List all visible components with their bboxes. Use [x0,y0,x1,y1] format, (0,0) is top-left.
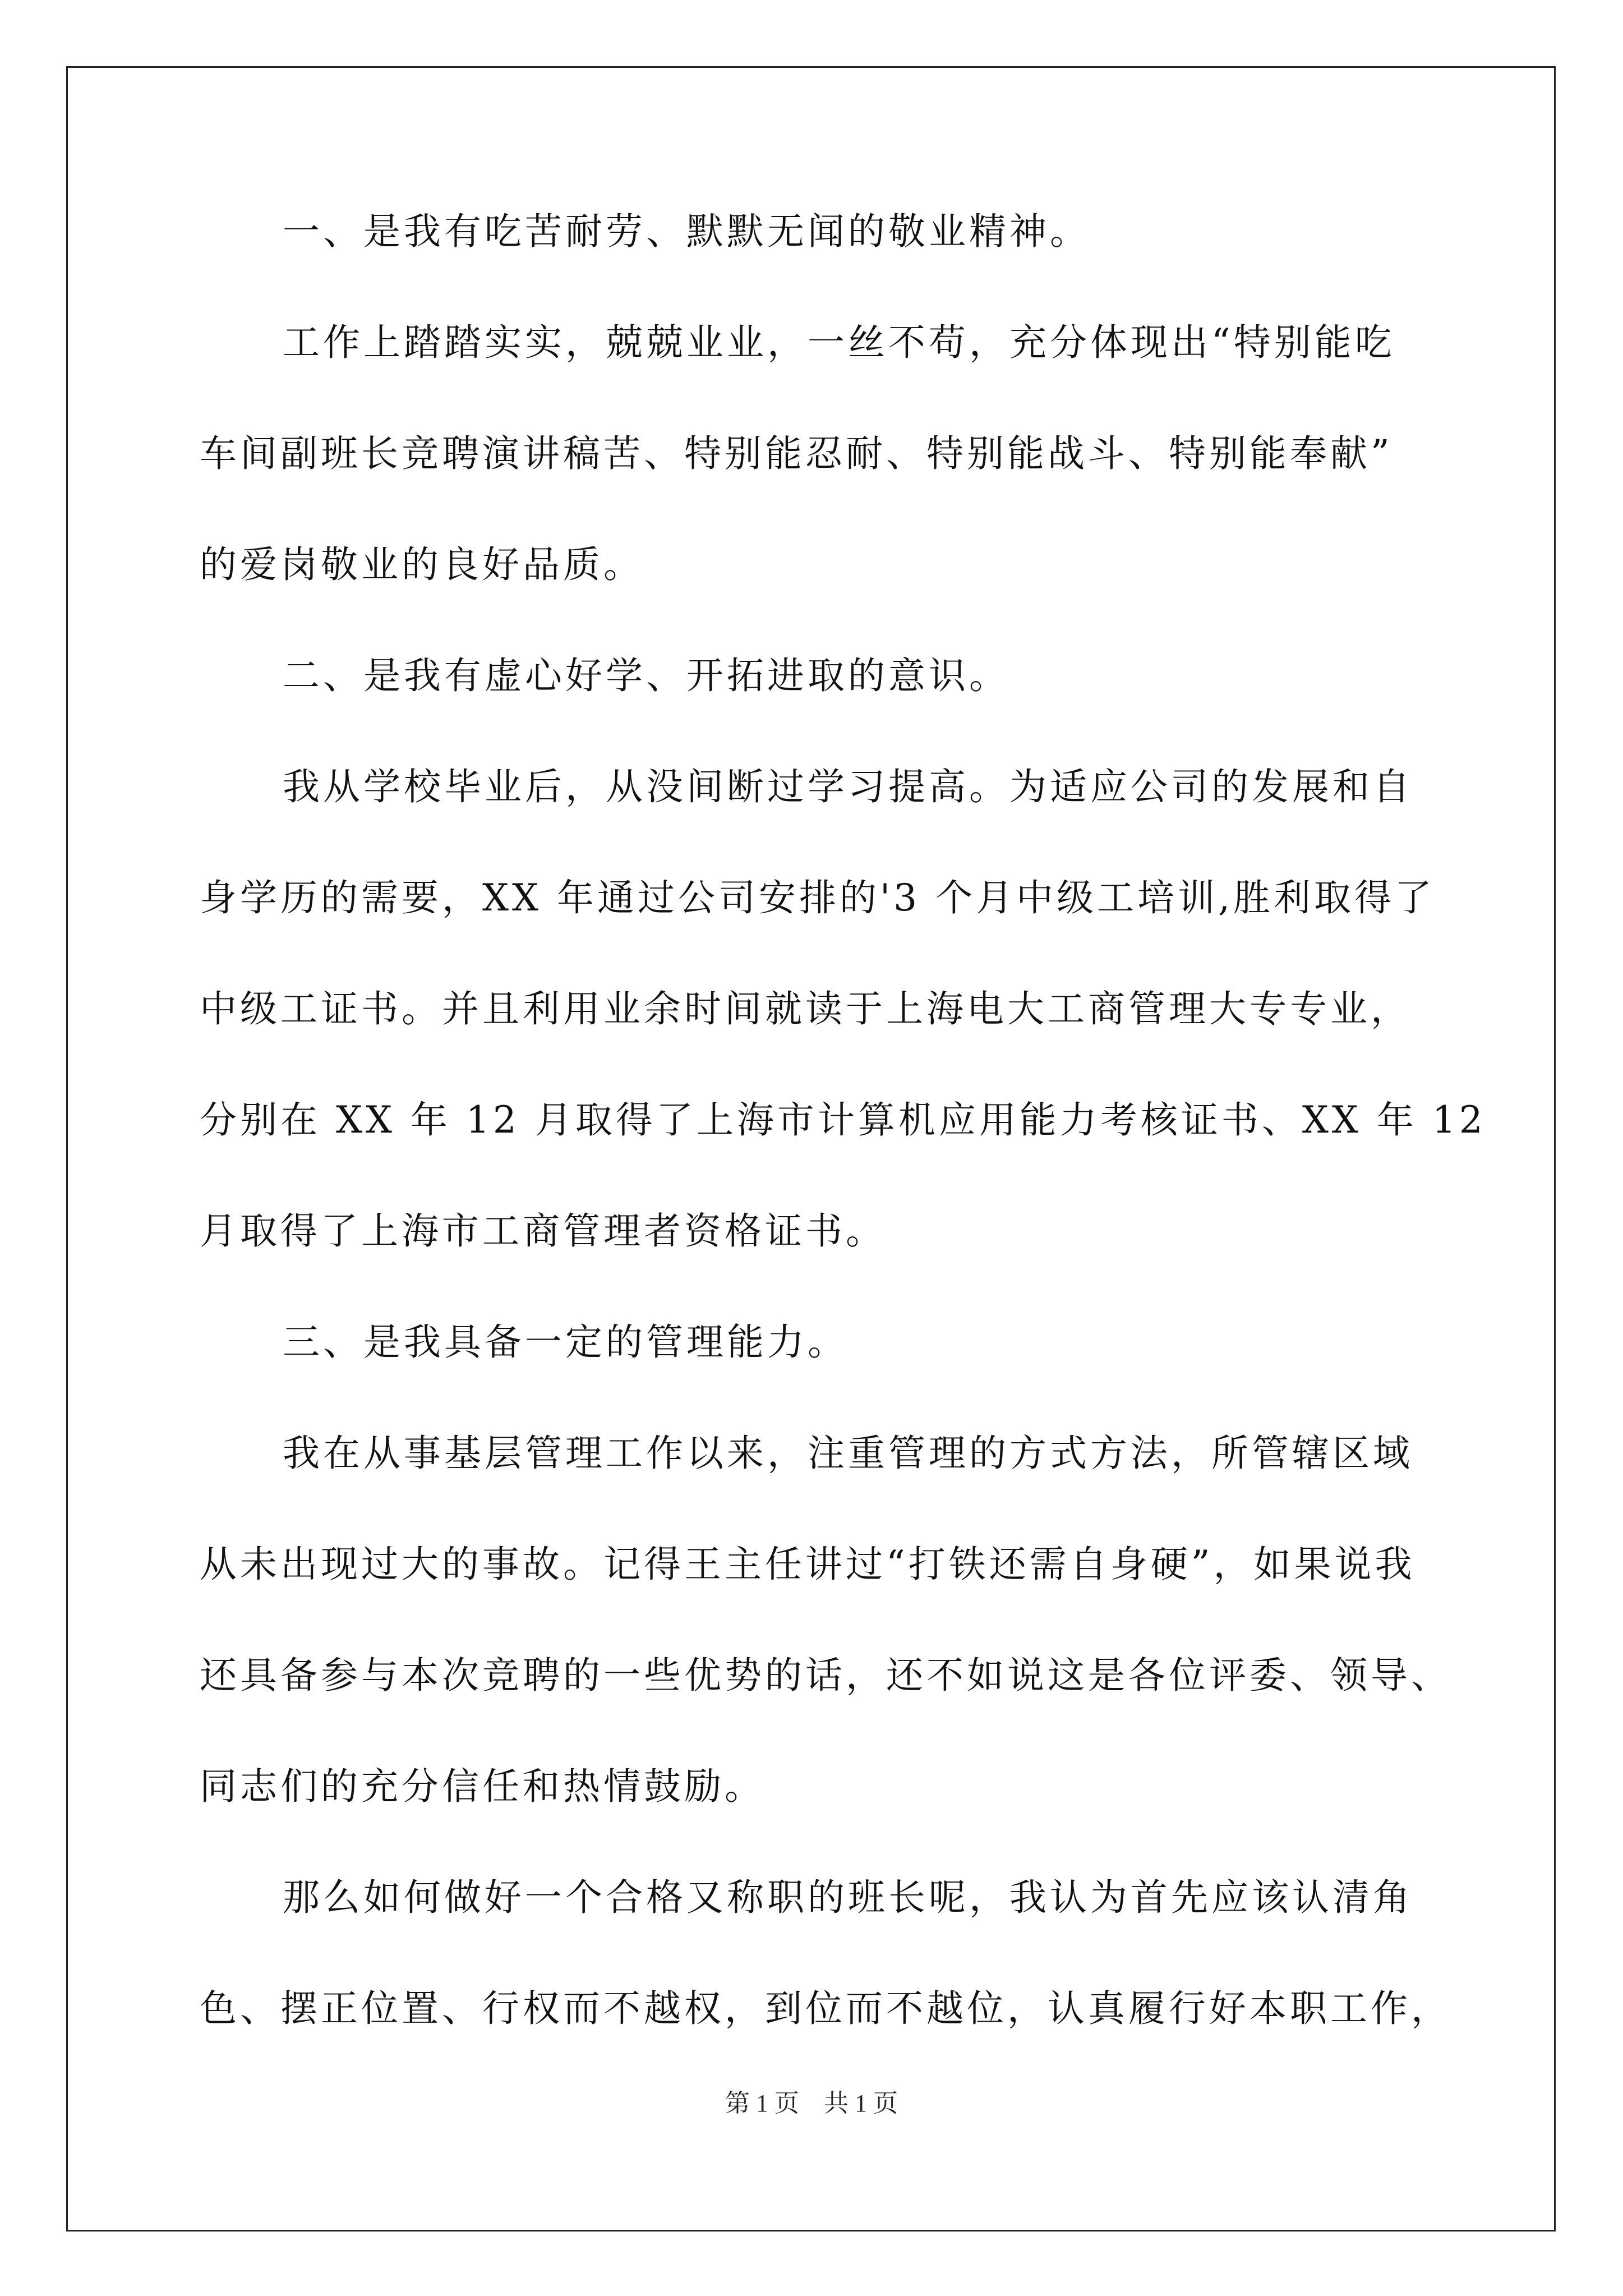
paragraph-line: 我在从事基层管理工作以来，注重管理的方式方法，所管辖区域 [283,1432,1413,1475]
paragraph-line: 还具备参与本次竞聘的一些优势的话，还不如说这是各位评委、领导、 [200,1654,1451,1697]
paragraph-line: 二、是我有虚心好学、开拓进取的意识。 [283,654,1009,697]
page-footer: 第 1 页 共 1 页 [725,2090,898,2117]
document-body [200,210,1486,2101]
paragraph-line: 色、摆正位置、行权而不越权，到位而不越位，认真履行好本职工作， [200,1987,1451,2030]
paragraph-line: 一、是我有吃苦耐劳、默默无闻的敬业精神。 [283,210,1090,253]
paragraph-line: 从未出现过大的事故。记得王主任讲过“打铁还需自身硬”，如果说我 [200,1543,1415,1586]
paragraph-line: 同志们的充分信任和热情鼓励。 [200,1765,765,1808]
paragraph-line: 身学历的需要，XX 年通过公司安排的'3 个月中级工培训,胜利取得了 [200,876,1436,919]
paragraph-line: 月取得了上海市工商管理者资格证书。 [200,1209,886,1253]
paragraph-line: 中级工证书。并且利用业余时间就读于上海电大工商管理大专专业， [200,987,1411,1030]
paragraph-line: 工作上踏踏实实，兢兢业业，一丝不苟，充分体现出“特别能吃 [283,321,1395,364]
paragraph-line: 分别在 XX 年 12 月取得了上海市计算机应用能力考核证书、XX 年 12 [200,1098,1486,1142]
paragraph-line: 的爱岗敬业的良好品质。 [200,543,644,586]
paragraph-line: 那么如何做好一个合格又称职的班长呢，我认为首先应该认清角 [283,1876,1413,1919]
paragraph-line: 车间副班长竞聘演讲稿苦、特别能忍耐、特别能战斗、特别能奉献” [200,432,1393,475]
paragraph-line: 我从学校毕业后，从没间断过学习提高。为适应公司的发展和自 [283,765,1413,808]
paragraph-line: 三、是我具备一定的管理能力。 [283,1320,848,1364]
